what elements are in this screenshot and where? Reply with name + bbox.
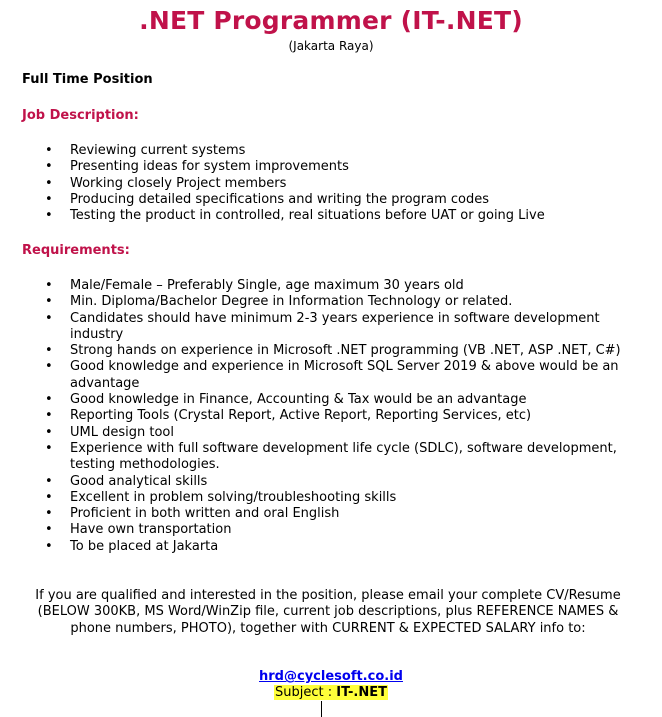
subject-highlight xyxy=(274,685,388,700)
list-item: • Good knowledge in Finance, Accounting & Tax would be an advantage xyxy=(0,392,662,408)
list-item: • Strong hands on experience in Microsoft .NET programming (VB .NET, ASP .NET, C#) xyxy=(0,343,662,359)
list-item: • Good analytical skills xyxy=(0,474,662,490)
list-item: • Candidates should have minimum 2-3 years experience in software development industry xyxy=(0,311,662,344)
list-item: • To be placed at Jakarta xyxy=(0,539,662,555)
position-type: Full Time Position xyxy=(22,72,153,87)
requirements-list xyxy=(0,278,662,555)
email-subject-line xyxy=(0,685,662,700)
requirements-heading: Requirements: xyxy=(22,243,130,258)
list-item: • Male/Female – Preferably Single, age maximum 30 years old xyxy=(0,278,662,294)
job-location: (Jakarta Raya) xyxy=(288,39,374,53)
contact-email-link[interactable]: hrd@cyclesoft.co.id xyxy=(259,669,403,684)
list-item: • Have own transportation xyxy=(0,522,662,538)
list-item: • Proficient in both written and oral English xyxy=(0,506,662,522)
job-description-heading: Job Description: xyxy=(22,108,139,123)
list-item: • Presenting ideas for system improvements xyxy=(0,159,662,175)
list-item: • Reviewing current systems xyxy=(0,143,662,159)
list-item: • Working closely Project members xyxy=(0,176,662,192)
list-item: • Min. Diploma/Bachelor Degree in Information Technology or related. xyxy=(0,294,662,310)
list-item: • Excellent in problem solving/troubleshooting skills xyxy=(0,490,662,506)
list-item: • UML design tool xyxy=(0,425,662,441)
list-item: • Producing detailed specifications and writing the program codes xyxy=(0,192,662,208)
list-item: • Reporting Tools (Crystal Report, Active Report, Reporting Services, etc) xyxy=(0,408,662,424)
job-description-list xyxy=(0,143,662,224)
subject-value: IT-.NET xyxy=(336,685,387,700)
contact-email-line xyxy=(0,669,662,684)
page-title: .NET Programmer (IT-.NET) xyxy=(139,6,523,35)
list-item: • Experience with full software development life cycle (SDLC), software development, testing methodologies. xyxy=(0,441,662,474)
list-item: • Testing the product in controlled, real situations before UAT or going Live xyxy=(0,208,662,224)
application-instructions: If you are qualified and interested in the position, please email your complete CV/Resume (BELOW 300KB, MS Word/WinZip file, current job descriptions, plus REFERENCE NAMES & phone numbers, PHOTO), together with CURRENT & EXPECTED SALARY info to: xyxy=(35,588,621,636)
list-item: • Good knowledge and experience in Microsoft SQL Server 2019 & above would be an advantage xyxy=(0,359,662,392)
text-cursor xyxy=(321,701,322,717)
subject-label: Subject : xyxy=(274,685,337,700)
